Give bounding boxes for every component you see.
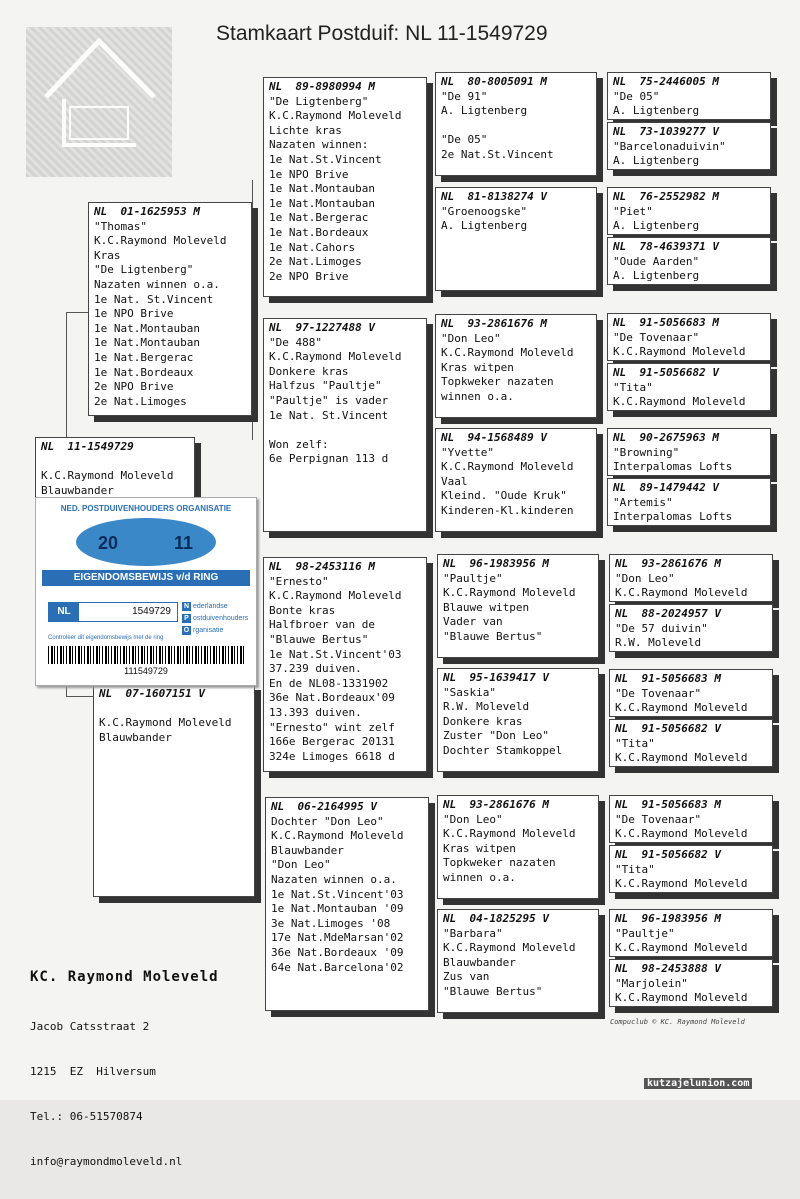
pedigree-line: Kleind. "Oude Kruk" <box>441 489 567 503</box>
pedigree-line: "Tita" <box>613 380 653 394</box>
year-left: 20 <box>98 533 119 553</box>
pedigree-line: K.C.Raymond Moleveld <box>443 827 576 841</box>
pedigree-line: "Barcelonaduivin" <box>613 139 726 153</box>
legend-line: N ederlandse <box>183 603 228 610</box>
ancestor-card <box>609 845 773 893</box>
ring-number-header: NL 91-5056682 V <box>613 366 719 379</box>
pedigree-line: A. Ligtenberg <box>613 269 700 283</box>
pedigree-line: "Tita" <box>615 736 655 750</box>
pedigree-line: 17e Nat.MdeMarsan'02 <box>271 931 404 945</box>
pedigree-line: 1e NPO Brive <box>94 307 174 321</box>
pedigree-line: "De 05" <box>441 133 488 147</box>
pedigree-line: 1e Nat.St.Vincent'03 <box>269 647 402 661</box>
pedigree-line: "De Ligtenberg" <box>269 94 369 108</box>
grandparent-card <box>263 557 427 772</box>
pedigree-line: "Paultje" <box>615 926 675 940</box>
pedigree-line: 13.393 duiven. <box>269 705 362 719</box>
pedigree-line: "Browning" <box>613 445 680 459</box>
pedigree-line: K.C.Raymond Moleveld <box>441 460 574 474</box>
sire-card <box>88 202 252 416</box>
pedigree-line: K.C.Raymond Moleveld <box>94 234 227 248</box>
connector-line <box>600 212 601 262</box>
pedigree-line: R.W. Moleveld <box>615 636 702 650</box>
ring-number-header: NL 89-8980994 M <box>269 80 375 93</box>
ring-number-header: NL 96-1983956 M <box>615 912 721 925</box>
pedigree-line: Donkere kras <box>443 714 523 728</box>
pedigree-line: K.C.Raymond Moleveld <box>615 701 748 715</box>
ancestor-card <box>607 363 771 411</box>
legend-line: P ostduivenhouders <box>182 614 248 623</box>
ring-number-header: NL 95-1639417 V <box>443 671 549 684</box>
pedigree-line: Blauwbander <box>271 843 344 857</box>
great-grandparent-card <box>437 909 599 1013</box>
ring-number-field <box>48 602 178 622</box>
connector-line <box>600 452 601 502</box>
pedigree-line: Zuster "Don Leo" <box>443 729 549 743</box>
pedigree-line: 1e Nat.Montauban <box>94 336 200 350</box>
pedigree-line: 1e Nat.Bergerac <box>94 350 194 364</box>
pedigree-line: "Groenoogske" <box>441 204 528 218</box>
ownership-title: EIGENDOMSBEWIJS v/d RING <box>42 570 250 586</box>
great-grandparent-card <box>435 314 597 418</box>
connector-line <box>600 818 601 868</box>
pedigree-line: K.C.Raymond Moleveld <box>615 827 748 841</box>
pedigree-line: K.C.Raymond Moleveld <box>615 991 748 1005</box>
pedigree-line: K.C.Raymond Moleveld <box>615 586 748 600</box>
pedigree-line: 1e Nat.Montauban '09 <box>271 902 404 916</box>
ring-number-header: NL 94-1568489 V <box>441 431 547 444</box>
pedigree-line: A. Ligtenberg <box>613 154 700 168</box>
ring-number-header: NL 73-1039277 V <box>613 125 719 138</box>
pedigree-line: winnen o.a. <box>443 870 516 884</box>
dam-card <box>93 684 255 897</box>
pedigree-line: "Piet" <box>613 204 653 218</box>
pedigree-line: 2e NPO Brive <box>94 380 174 394</box>
pedigree-line: K.C.Raymond Moleveld <box>271 829 404 843</box>
year-right: 11 <box>174 533 194 553</box>
ancestor-card <box>607 428 771 476</box>
pedigree-line: Blauwe witpen <box>443 600 530 614</box>
pedigree-line: 3e Nat.Limoges '08 <box>271 916 391 930</box>
ring-number-header: NL 90-2675963 M <box>613 431 719 444</box>
ring-number-header: NL 98-2453116 M <box>269 560 375 573</box>
pedigree-line: K.C.Raymond Moleveld <box>269 589 402 603</box>
pedigree-line: Won zelf: <box>269 437 329 451</box>
great-grandparent-card <box>435 72 597 176</box>
pedigree-line: "Paultje" is vader <box>269 393 389 407</box>
ancestor-card <box>607 187 771 235</box>
owner-address-line: 1215 EZ Hilversum <box>30 1065 156 1078</box>
ancestor-card <box>607 237 771 285</box>
pedigree-line: 2e Nat.Limoges <box>94 394 187 408</box>
pedigree-line: Nazaten winnen o.a. <box>271 872 397 886</box>
ring-number-header: NL 80-8005091 M <box>441 75 547 88</box>
pedigree-line: Kras <box>94 248 121 262</box>
pedigree-line: Topkweker nazaten <box>443 856 556 870</box>
great-grandparent-card <box>435 187 597 291</box>
pedigree-line: 2e NPO Brive <box>269 269 349 283</box>
pedigree-line: 2e Nat.St.Vincent <box>441 147 554 161</box>
watermark: kutzajelunion.com <box>644 1078 752 1089</box>
ring-number-header: NL 91-5056683 M <box>615 672 721 685</box>
pedigree-line <box>41 455 189 470</box>
fine-print: Controleer dit eigendomsbewijs met de ring <box>48 635 164 641</box>
pedigree-line: Kras witpen <box>441 360 514 374</box>
pedigree-line: "De 57 duivin" <box>615 621 708 635</box>
ancestor-card <box>607 72 771 120</box>
pedigree-line: Dochter Stamkoppel <box>443 743 563 757</box>
ancestor-card <box>609 669 773 717</box>
ring-number-header: NL 96-1983956 M <box>443 557 549 570</box>
ancestor-card <box>609 719 773 767</box>
pedigree-line: 1e Nat.Montauban <box>269 196 375 210</box>
connector-line <box>600 578 601 628</box>
ring-number-header: NL 89-1479442 V <box>613 481 719 494</box>
pedigree-line: A. Ligtenberg <box>441 219 528 233</box>
organisation-name: NED. POSTDUIVENHOUDERS ORGANISATIE <box>60 504 232 513</box>
pedigree-line: 1e Nat.Montauban <box>269 182 375 196</box>
pedigree-line: Nazaten winnen: <box>269 138 369 152</box>
pedigree-line: "Don Leo" <box>443 812 503 826</box>
ring-number-header: NL 88-2024957 V <box>615 607 721 620</box>
pedigree-line: 1e NPO Brive <box>269 167 349 181</box>
pedigree-line: K.C.Raymond Moleveld <box>443 586 576 600</box>
pedigree-line: "Don Leo" <box>441 331 501 345</box>
pedigree-line: 1e Nat. St.Vincent <box>94 292 214 306</box>
connector-line <box>428 360 429 470</box>
pedigree-line: 2e Nat.Limoges <box>269 255 362 269</box>
ring-number-header: NL 04-1825295 V <box>443 912 549 925</box>
pedigree-line: Kinderen-Kl.kinderen <box>441 503 574 517</box>
pedigree-line: "De Ligtenberg" <box>94 263 194 277</box>
pedigree-line: "Ernesto" wint zelf <box>269 720 395 734</box>
ring-number-header: NL 98-2453888 V <box>615 962 721 975</box>
pedigree-line: K.C.Raymond Moleveld <box>443 941 576 955</box>
ring-number-header: NL 93-2861676 M <box>443 798 549 811</box>
pedigree-line: "De 91" <box>441 89 488 103</box>
pedigree-line: Nazaten winnen o.a. <box>94 277 220 291</box>
pedigree-line: 1e Nat.Montauban <box>94 321 200 335</box>
connector-line <box>600 692 601 742</box>
pedigree-line: Interpalomas Lofts <box>613 510 733 524</box>
pedigree-line: K.C.Raymond Moleveld <box>41 469 174 483</box>
ring-number: 1549729 <box>132 606 171 617</box>
pedigree-line: 37.239 duiven. <box>269 662 362 676</box>
pedigree-line: Blauwbander <box>443 955 516 969</box>
pedigree-line: 1e Nat.St.Vincent'03 <box>271 887 404 901</box>
pedigree-line: "De 05" <box>613 89 660 103</box>
pedigree-line: Lichte kras <box>269 123 342 137</box>
pedigree-line: Donkere kras <box>269 364 349 378</box>
country-prefix: NL <box>49 603 79 621</box>
pedigree-line: "Don Leo" <box>271 858 331 872</box>
ancestor-card <box>609 554 773 602</box>
ring-ownership-certificate <box>35 497 257 686</box>
owner-phone: Tel.: 06-51570874 <box>30 1110 143 1123</box>
pedigree-line: K.C.Raymond Moleveld <box>613 395 746 409</box>
pedigree-line: R.W. Moleveld <box>443 700 530 714</box>
pedigree-line: "De 488" <box>269 335 322 349</box>
ring-number-header: NL 01-1625953 M <box>94 205 200 218</box>
ring-number-header: NL 97-1227488 V <box>269 321 375 334</box>
pedigree-line: "Don Leo" <box>615 571 675 585</box>
ring-number-header: NL 76-2552982 M <box>613 190 719 203</box>
pedigree-line: Blauwbander <box>99 730 172 744</box>
pedigree-line: "De Tovenaar" <box>613 330 700 344</box>
pedigree-line: Zus van <box>443 970 490 984</box>
owner-name: KC. Raymond Moleveld <box>30 969 219 985</box>
great-grandparent-card <box>435 428 597 532</box>
pedigree-line: 1e Nat.Bordeaux <box>269 225 369 239</box>
pedigree-line: "De Tovenaar" <box>615 686 702 700</box>
ring-number-header: NL 91-5056682 V <box>615 848 721 861</box>
pedigree-line: 1e Nat.St.Vincent <box>269 152 382 166</box>
pedigree-line: "Barbara" <box>443 926 503 940</box>
ancestor-card <box>609 604 773 652</box>
ancestor-card <box>609 959 773 1007</box>
pedigree-line: K.C.Raymond Moleveld <box>615 941 748 955</box>
pedigree-line: En de NL08-1331902 <box>269 676 389 690</box>
pedigree-line: 1e Nat.Bergerac <box>269 211 369 225</box>
grandparent-card <box>263 77 427 297</box>
pedigree-line: A. Ligtenberg <box>613 219 700 233</box>
pedigree-line <box>441 119 591 134</box>
pedigree-line: A. Ligtenberg <box>613 104 700 118</box>
ancestor-card <box>607 478 771 526</box>
pedigree-line: K.C.Raymond Moleveld <box>269 109 402 123</box>
connector-line <box>66 312 90 313</box>
grandparent-card <box>263 318 427 532</box>
seal-emblem-icon <box>76 518 216 566</box>
pedigree-line: Dochter "Don Leo" <box>271 814 384 828</box>
connector-line <box>600 336 601 386</box>
pedigree-line: Halfbroer van de <box>269 618 375 632</box>
pedigree-line: 64e Nat.Barcelona'02 <box>271 960 404 974</box>
ring-number-header: NL 81-8138274 V <box>441 190 547 203</box>
pedigree-line: A. Ligtenberg <box>441 104 528 118</box>
pedigree-line: 166e Bergerac 20131 <box>269 735 395 749</box>
pedigree-line: "Saskia" <box>443 685 496 699</box>
ancestor-card <box>609 795 773 843</box>
pedigree-line: Blauwbander <box>41 483 114 497</box>
page-title: Stamkaart Postduif: NL 11-1549729 <box>216 22 548 45</box>
pedigree-line: Bonte kras <box>269 603 336 617</box>
pedigree-line: "Blauwe Bertus" <box>443 629 543 643</box>
connector-line <box>428 150 429 230</box>
ring-number-header: NL 75-2446005 M <box>613 75 719 88</box>
pedigree-line: "Yvette" <box>441 445 494 459</box>
pedigree-line: Kras witpen <box>443 841 516 855</box>
pedigree-line: K.C.Raymond Moleveld <box>615 751 748 765</box>
pedigree-line: "Paultje" <box>443 571 503 585</box>
pedigree-line: "Ernesto" <box>269 574 329 588</box>
pedigree-line: "Marjolein" <box>615 976 688 990</box>
ring-number-header: NL 06-2164995 V <box>271 800 377 813</box>
pedigree-line: "De Tovenaar" <box>615 812 702 826</box>
barcode-number: 111549729 <box>124 666 168 676</box>
pedigree-line: Interpalomas Lofts <box>613 460 733 474</box>
pedigree-line: K.C.Raymond Moleveld <box>269 350 402 364</box>
connector-line <box>600 96 601 146</box>
pedigree-line: K.C.Raymond Moleveld <box>615 877 748 891</box>
pedigree-line: winnen o.a. <box>441 389 514 403</box>
pedigree-line: 1e Nat.Bordeaux <box>94 365 194 379</box>
pedigree-line: Halfzus "Paultje" <box>269 379 382 393</box>
pedigree-line: Vader van <box>443 615 503 629</box>
ancestor-card <box>607 122 771 170</box>
pedigree-line <box>269 423 421 438</box>
subject-card <box>35 437 195 499</box>
pedigree-line: 36e Nat.Bordeaux '09 <box>271 945 404 959</box>
pedigree-line <box>99 702 249 717</box>
ring-number-header: NL 78-4639371 V <box>613 240 719 253</box>
pedigree-line: "Oude Aarden" <box>613 254 700 268</box>
pedigree-line: K.C.Raymond Moleveld <box>613 345 746 359</box>
credit-line: Compuclub © KC. Raymond Moleveld <box>610 1018 745 1026</box>
connector-line <box>66 696 96 697</box>
ring-number-header: NL 91-5056683 M <box>615 798 721 811</box>
pedigree-line: "Tita" <box>615 862 655 876</box>
ring-number-header: NL 93-2861676 M <box>441 317 547 330</box>
owner-info <box>30 940 219 1199</box>
connector-line <box>428 600 429 710</box>
pedigree-line: 1e Nat.Cahors <box>269 240 356 254</box>
grandparent-card <box>265 797 429 1011</box>
pedigree-line: 324e Limoges 6618 d <box>269 749 395 763</box>
ring-number-header: NL 93-2861676 M <box>615 557 721 570</box>
pedigree-line: "Blauwe Bertus" <box>443 984 543 998</box>
ancestor-card <box>607 313 771 361</box>
pedigree-line: Topkweker nazaten <box>441 375 554 389</box>
pedigree-line: 6e Perpignan 113 d <box>269 452 389 466</box>
ring-number-header: NL 11-1549729 <box>41 440 134 453</box>
pedigree-line: 1e Nat. St.Vincent <box>269 408 389 422</box>
owner-email[interactable]: info@raymondmoleveld.nl <box>30 1155 183 1168</box>
connector-line <box>252 180 253 440</box>
great-grandparent-card <box>437 795 599 899</box>
connector-line <box>600 930 601 980</box>
legend-line: O rganisatie <box>183 627 224 634</box>
owner-address-line: Jacob Catsstraat 2 <box>30 1020 150 1033</box>
pedigree-line: "Artemis" <box>613 495 673 509</box>
house-logo-icon <box>26 27 172 177</box>
great-grandparent-card <box>437 668 599 772</box>
ring-number-header: NL 07-1607151 V <box>99 687 205 700</box>
pedigree-line: "Blauwe Bertus" <box>269 632 369 646</box>
ring-number-header: NL 91-5056682 V <box>615 722 721 735</box>
ring-number-header: NL 91-5056683 M <box>613 316 719 329</box>
barcode-icon <box>48 646 244 664</box>
ancestor-card <box>609 909 773 957</box>
pedigree-line: 36e Nat.Bordeaux'09 <box>269 691 395 705</box>
great-grandparent-card <box>437 554 599 658</box>
pedigree-line: K.C.Raymond Moleveld <box>99 716 232 730</box>
pedigree-line: "Thomas" <box>94 219 147 233</box>
pedigree-line: Vaal <box>441 474 468 488</box>
pedigree-line: K.C.Raymond Moleveld <box>441 346 574 360</box>
